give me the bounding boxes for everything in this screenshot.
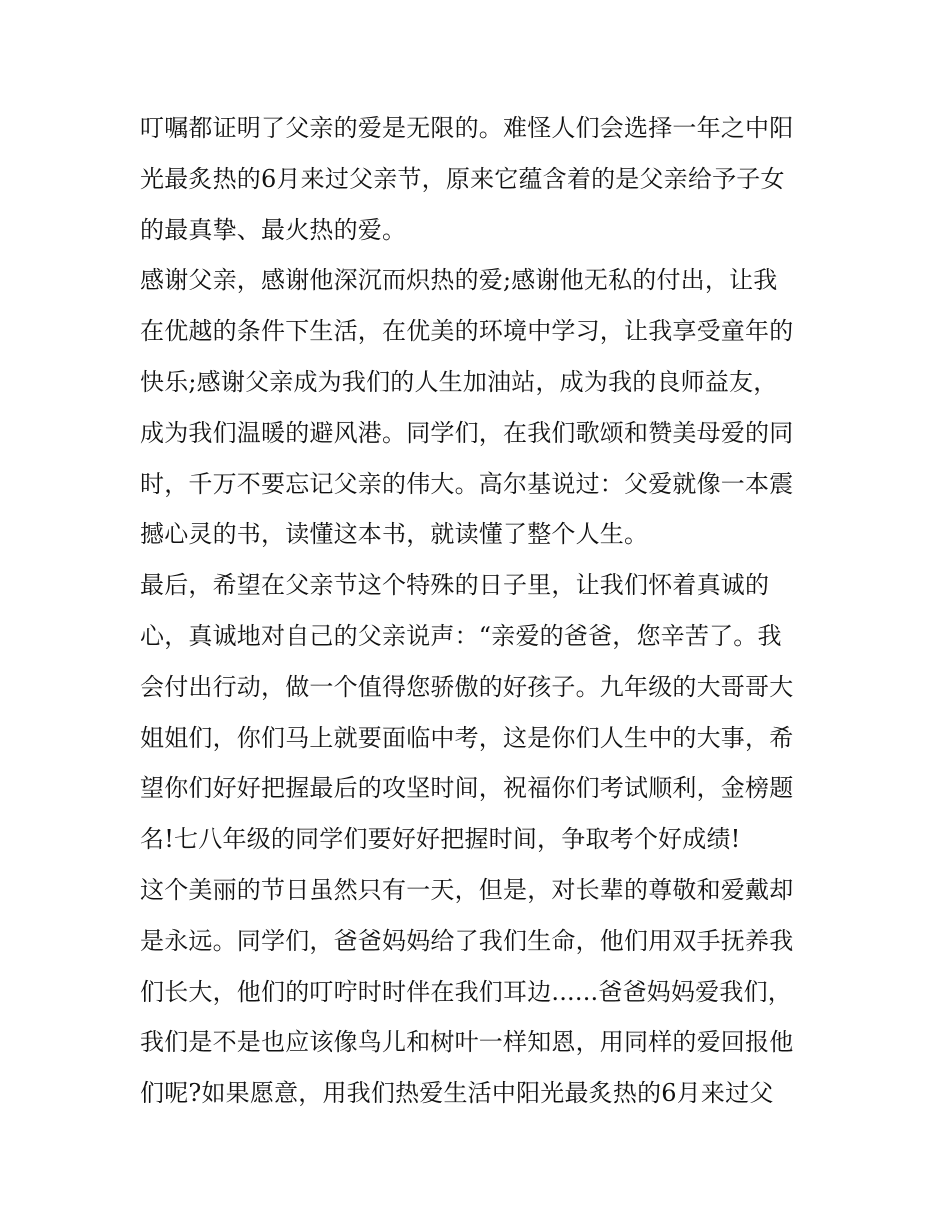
text-line-4: 感谢父亲，感谢他深沉而炽热的爱;感谢他无私的付出，让我 — [140, 266, 778, 295]
text-line-2: 光最炙热的6月来过父亲节，原来它蕴含着的是父亲给予子女 — [140, 164, 785, 193]
text-line-1: 叮嘱都证明了父亲的爱是无限的。难怪人们会选择一年之中阳 — [140, 114, 794, 142]
text-line-14: 望你们好好把握最后的攻坚时间，祝福你们考试顺利，金榜题 — [140, 774, 794, 803]
document-body — [140, 103, 820, 1119]
text-line-10: 最后，希望在父亲节这个特殊的日子里，让我们怀着真诚的 — [140, 571, 770, 600]
text-line-7: 成为我们温暖的避风港。同学们，在我们歌颂和赞美母爱的同 — [140, 418, 794, 447]
text-line-5: 在优越的条件下生活，在优美的环境中学习，让我享受童年的 — [140, 317, 794, 346]
text-line-15: 名!七八年级的同学们要好好把握时间，争取考个好成绩! — [140, 825, 741, 854]
text-line-8: 时，千万不要忘记父亲的伟大。高尔基说过：父爱就像一本震 — [140, 469, 794, 498]
text-line-16: 这个美丽的节日虽然只有一天，但是，对长辈的尊敬和爱戴却 — [140, 875, 794, 904]
text-line-12: 会付出行动，做一个值得您骄傲的好孩子。九年级的大哥哥大 — [140, 672, 794, 701]
text-line-13: 姐姐们，你们马上就要面临中考，这是你们人生中的大事，希 — [140, 723, 794, 752]
text-line-3: 的最真挚、最火热的爱。 — [140, 215, 407, 244]
text-line-20: 们呢?如果愿意，用我们热爱生活中阳光最炙热的6月来过父 — [140, 1079, 774, 1108]
text-line-17: 是永远。同学们，爸爸妈妈给了我们生命，他们用双手抚养我 — [140, 926, 794, 955]
text-line-9: 撼心灵的书，读懂这本书，就读懂了整个人生。 — [140, 520, 649, 549]
text-line-11: 心，真诚地对自己的父亲说声：“亲爱的爸爸，您辛苦了。我 — [140, 621, 782, 650]
text-line-18: 们长大，他们的叮咛时时伴在我们耳边......爸爸妈妈爱我们， — [140, 977, 792, 1006]
text-line-6: 快乐;感谢父亲成为我们的人生加油站，成为我的良师益友， — [140, 367, 778, 396]
text-line-19: 我们是不是也应该像鸟儿和树叶一样知恩，用同样的爱回报他 — [140, 1028, 794, 1057]
